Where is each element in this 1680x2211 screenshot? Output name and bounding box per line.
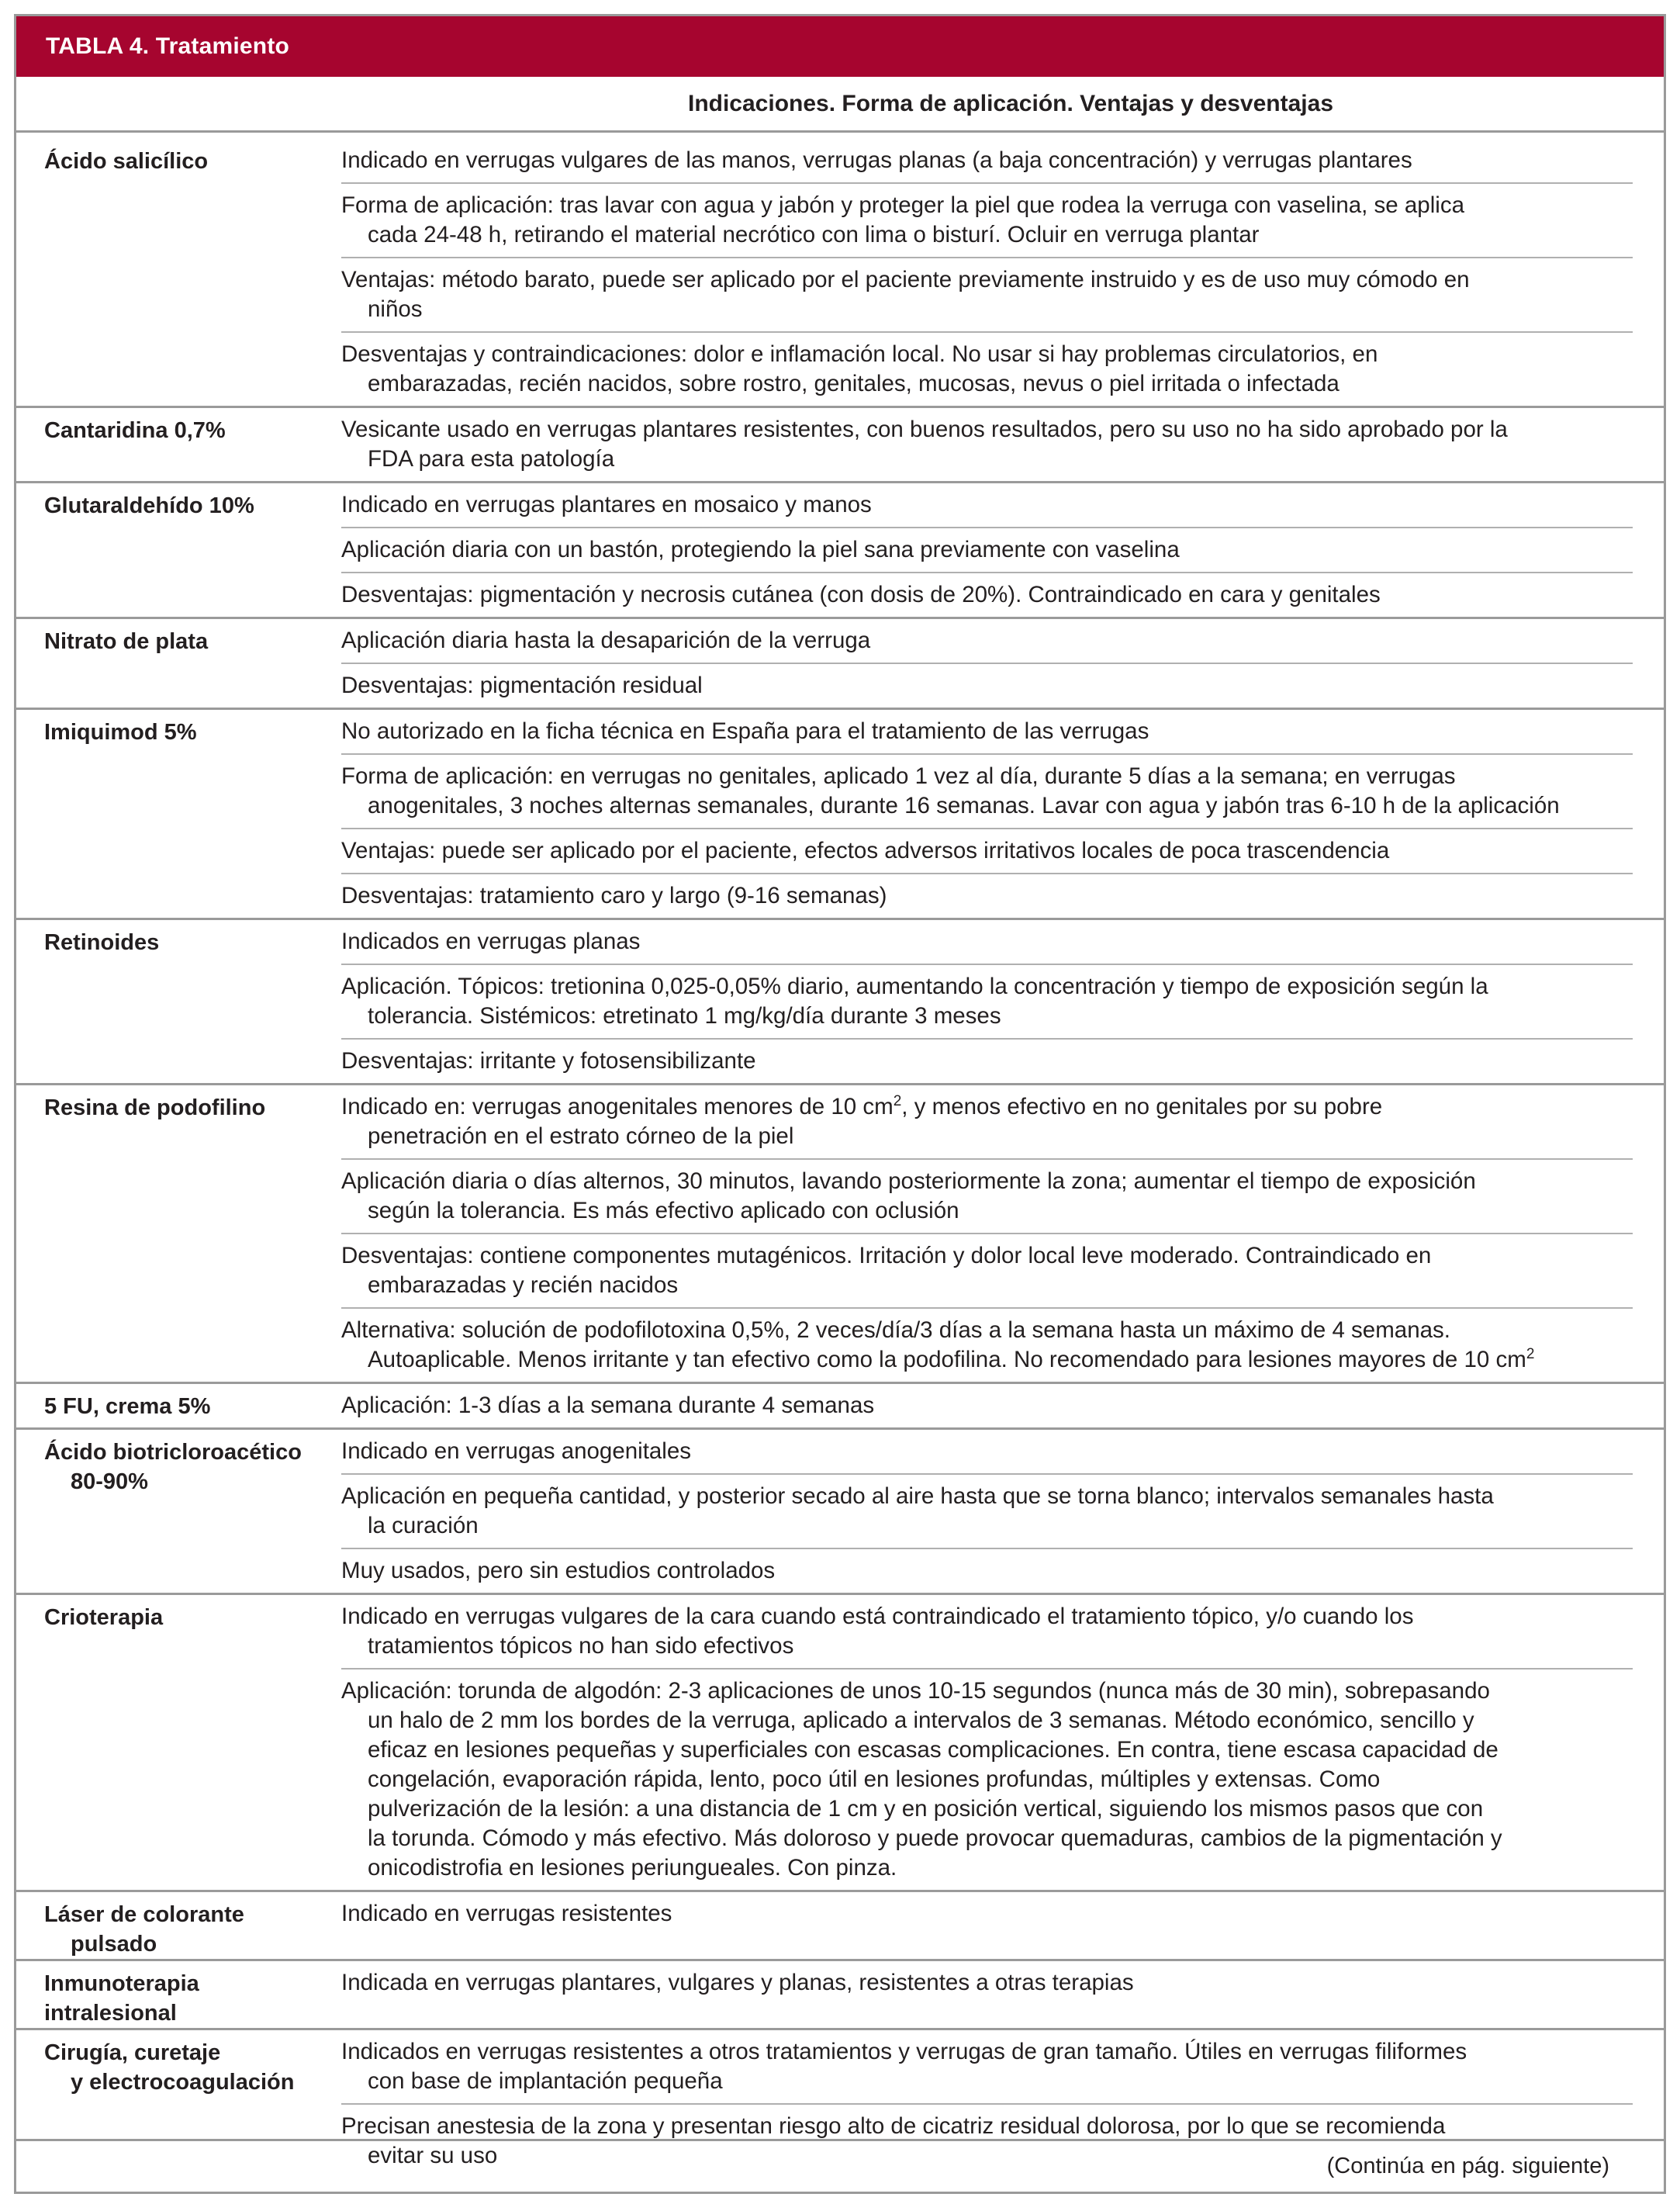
treatment-name [16,920,326,1083]
detail-line: onicodistrofia en lesiones periungueales. Con pinza. [368,1855,897,1881]
detail-item [341,664,1633,708]
detail-item [341,483,1633,528]
treatment-row [16,1430,1664,1595]
detail-line: evitar su uso [368,2143,498,2168]
detail-line: Indicado en verrugas anogenitales [341,1438,692,1464]
treatment-name-line: Ácido salicílico [44,149,209,174]
detail-item [341,1475,1633,1549]
treatment-row [16,1892,1664,1961]
detail-line: Indicado en verrugas resistentes [341,1901,672,1926]
detail-item [341,619,1633,664]
detail-line: un halo de 2 mm los bordes de la verruga, aplicado a intervalos de 3 semanas. Método económico, sencillo y [368,1708,1474,1733]
treatment-name [16,1384,326,1427]
detail-line: Alternativa: solución de podofilotoxina 0,5%, 2 veces/día/3 días a la semana hasta un máximo de 4 semanas. [341,1317,1450,1343]
table-title: TABLA 4. Tratamiento [16,16,1664,77]
treatment-name [16,1892,326,1959]
treatment-details [326,483,1664,617]
treatment-name-line: Glutaraldehído 10% [44,493,254,518]
detail-line: anogenitales, 3 noches alternas semanales, durante 16 semanas. Lavar con agua y jabón tras 6-10 h de la aplicación [368,793,1560,818]
treatment-name-line: Nitrato de plata [44,629,209,654]
detail-item [341,333,1633,406]
detail-item [341,1040,1633,1083]
detail-line: Desventajas: contiene componentes mutagénicos. Irritación y dolor local leve moderado. Contraindicado en [341,1243,1432,1268]
treatment-row [16,1595,1664,1892]
detail-item [341,1309,1633,1382]
detail-item [341,965,1633,1040]
treatment-row [16,710,1664,920]
detail-item [341,528,1633,573]
treatment-details [326,1961,1664,2028]
column-header: Indicaciones. Forma de aplicación. Ventajas y desventajas [16,77,1664,133]
detail-line: Aplicación. Tópicos: tretionina 0,025-0,05% diario, aumentando la concentración y tiempo de exposición según la [341,974,1488,999]
detail-item [341,1384,1633,1427]
detail-item [341,1234,1633,1309]
treatment-row [16,408,1664,483]
detail-line: Aplicación diaria o días alternos, 30 minutos, lavando posteriormente la zona; aumentar el tiempo de exposición [341,1168,1476,1194]
treatment-details [326,1595,1664,1890]
treatment-name-line: Resina de podofilino [44,1095,266,1120]
treatment-name-line: 5 FU, crema 5% [44,1394,211,1419]
detail-line: la curación [368,1513,479,1538]
treatment-name [16,710,326,918]
detail-line: tolerancia. Sistémicos: etretinato 1 mg/kg/día durante 3 meses [368,1003,1001,1029]
detail-line: No autorizado en la ficha técnica en España para el tratamiento de las verrugas [341,718,1149,744]
detail-line: Autoaplicable. Menos irritante y tan efectivo como la podofilina. No recomendado para lesiones mayores de 10 $cm^2$ [368,1346,1535,1372]
treatment-name-line: Láser de colorante [44,1902,244,1927]
detail-line: Aplicación: torunda de algodón: 2-3 aplicaciones de unos 10-15 segundos (nunca más de 30 min), sobrepasando [341,1678,1490,1704]
treatment-name [16,408,326,481]
treatment-details [326,710,1664,918]
treatment-name-line: Ácido biotricloroacético [44,1440,302,1465]
treatment-details [326,1430,1664,1593]
detail-item [341,1961,1633,2005]
treatment-row [16,1085,1664,1384]
detail-line: Vesicante usado en verrugas plantares resistentes, con buenos resultados, pero su uso no ha sido aprobado por la [341,417,1508,442]
treatment-name-line: Cantaridina 0,7% [44,418,226,443]
treatment-name [16,1430,326,1593]
treatment-name-line: Crioterapia [44,1605,164,1630]
treatment-details [326,1892,1664,1959]
detail-item [341,755,1633,829]
treatment-name-line: 80-90% [71,1469,148,1494]
detail-line: Desventajas: irritante y fotosensibilizante [341,1048,756,1074]
detail-item [341,258,1633,333]
detail-line: Indicado en verrugas plantares en mosaico y manos [341,492,872,517]
detail-item [341,139,1633,184]
detail-line: pulverización de la lesión: a una distancia de 1 cm y en posición vertical, siguiendo los mismos pasos que con [368,1796,1484,1822]
detail-line: cada 24-48 h, retirando el material necrótico con lima o bisturí. Ocluir en verruga plantar [368,222,1260,247]
treatment-name [16,1085,326,1382]
detail-item [341,1430,1633,1475]
treatment-row [16,1961,1664,2030]
detail-item [341,1892,1633,1936]
detail-item [341,2030,1633,2105]
detail-line: Aplicación en pequeña cantidad, y posterior secado al aire hasta que se torna blanco; intervalos semanales hasta [341,1483,1494,1509]
detail-line: con base de implantación pequeña [368,2068,723,2094]
detail-line: embarazadas y recién nacidos [368,1272,679,1298]
treatment-name-line: Retinoides [44,930,160,955]
treatment-row [16,1384,1664,1430]
detail-line: eficaz en lesiones pequeñas y superficiales con escasas complicaciones. En contra, tiene escasa capacidad de [368,1737,1499,1763]
detail-line: Desventajas: pigmentación residual [341,673,703,698]
treatment-row [16,483,1664,619]
detail-line: Indicados en verrugas planas [341,929,641,954]
treatment-details [326,408,1664,481]
detail-line: Ventajas: puede ser aplicado por el paciente, efectos adversos irritativos locales de poca trascendencia [341,838,1390,863]
detail-line: Desventajas y contraindicaciones: dolor e inflamación local. No usar si hay problemas circulatorios, en [341,341,1378,367]
detail-item [341,408,1633,481]
detail-line: Forma de aplicación: en verrugas no genitales, aplicado 1 vez al día, durante 5 días a la semana; en verrugas [341,763,1456,789]
detail-line: Precisan anestesia de la zona y presentan riesgo alto de cicatriz residual dolorosa, por lo que se recomienda [341,2113,1446,2139]
detail-line: Indicado en verrugas vulgares de la cara cuando está contraindicado el tratamiento tópico, y/o cuando los [341,1604,1414,1629]
treatment-name [16,483,326,617]
treatment-name [16,139,326,406]
detail-line: Aplicación diaria hasta la desaparición de la verruga [341,628,871,653]
detail-line: Forma de aplicación: tras lavar con agua y jabón y proteger la piel que rodea la verruga con vaselina, se aplica [341,192,1464,218]
detail-item [341,573,1633,617]
detail-line: Indicada en verrugas plantares, vulgares y planas, resistentes a otras terapias [341,1970,1134,1995]
detail-line: la torunda. Cómodo y más efectivo. Más doloroso y puede provocar quemaduras, cambios de la pigmentación y [368,1825,1502,1851]
detail-line: Muy usados, pero sin estudios controlados [341,1558,776,1583]
detail-line: Desventajas: tratamiento caro y largo (9-16 semanas) [341,883,887,908]
detail-line: congelación, evaporación rápida, lento, poco útil en lesiones profundas, múltiples y extensas. Como [368,1766,1381,1792]
detail-item [341,829,1633,874]
treatment-details [326,139,1664,406]
treatment-name [16,1961,326,2028]
detail-line: penetración en el estrato córneo de la piel [368,1123,794,1149]
detail-line: Indicado en verrugas vulgares de las manos, verrugas planas (a baja concentración) y verrugas plantares [341,147,1412,173]
treatment-name-line: Cirugía, curetaje [44,2040,221,2065]
treatment-row [16,139,1664,408]
treatment-name-line: pulsado [71,1932,157,1957]
treatment-rows [16,133,1664,2178]
detail-line: embarazadas, recién nacidos, sobre rostro, genitales, mucosas, nevus o piel irritada o infectada [368,371,1340,396]
continuation-note: (Continúa en pág. siguiente) [16,2139,1664,2192]
detail-item [341,1160,1633,1234]
detail-item [341,1669,1633,1890]
detail-item [341,1085,1633,1160]
detail-item [341,920,1633,965]
treatment-name-line: Inmunoterapia intralesional [44,1971,199,2026]
treatment-details [326,1085,1664,1382]
treatment-details [326,1384,1664,1427]
detail-line: Indicados en verrugas resistentes a otros tratamientos y verrugas de gran tamaño. Útiles en verrugas filiformes [341,2039,1467,2064]
detail-item [341,184,1633,258]
detail-item [341,874,1633,918]
detail-line: Desventajas: pigmentación y necrosis cutánea (con dosis de 20%). Contraindicado en cara y genitales [341,582,1381,607]
detail-line: FDA para esta patología [368,446,615,472]
table-frame [14,14,1666,2194]
detail-line: Indicado en: verrugas anogenitales menores de 10 $cm^2$, y menos efectivo en no genitales por su pobre [341,1093,1383,1119]
treatment-details [326,920,1664,1083]
treatment-row [16,920,1664,1085]
detail-line: Aplicación: 1-3 días a la semana durante 4 semanas [341,1393,875,1418]
detail-item [341,1595,1633,1669]
treatment-name-line: Imiquimod 5% [44,720,197,745]
detail-item [341,710,1633,755]
detail-line: Aplicación diaria con un bastón, protegiendo la piel sana previamente con vaselina [341,537,1180,562]
detail-item [341,1549,1633,1593]
treatment-name-line: y electrocoagulación [71,2070,295,2095]
treatment-row [16,619,1664,710]
detail-line: tratamientos tópicos no han sido efectivos [368,1633,794,1659]
treatment-details [326,619,1664,708]
detail-line: niños [368,296,423,322]
treatment-name [16,1595,326,1890]
treatment-name [16,619,326,708]
detail-line: según la tolerancia. Es más efectivo aplicado con oclusión [368,1198,959,1223]
detail-line: Ventajas: método barato, puede ser aplicado por el paciente previamente instruido y es de uso muy cómodo en [341,267,1470,292]
